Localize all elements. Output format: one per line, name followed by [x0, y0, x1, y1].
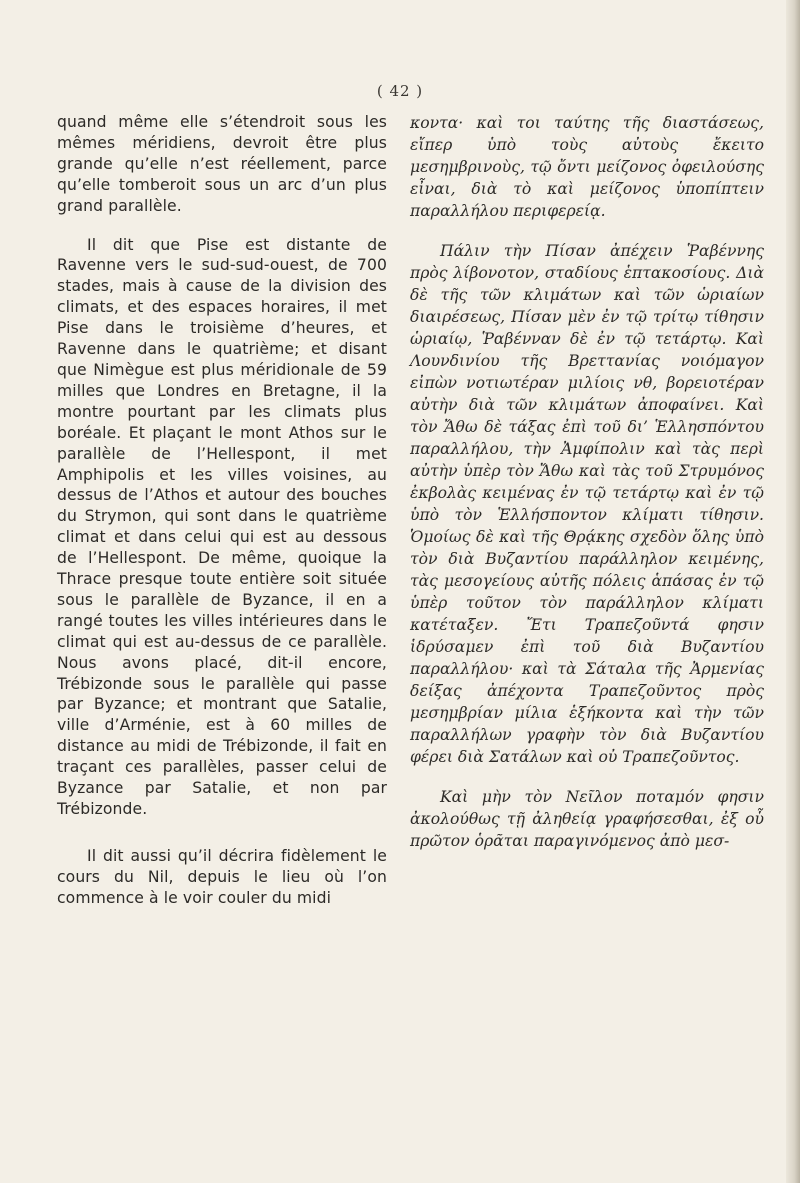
greek-paragraph-2: Πάλιν τὴν Πίσαν ἀπέχειν Ῥαβέννης πρὸς λίβονοτον, σταδίους ἑπτακοσίους. Διὰ δὲ τῆς τῶν κλιμάτων καὶ τῶν ὡριαίων διαιρέσεως, Πίσαν μὲν ἐν τῷ τρίτῳ τίθησιν ὡριαίῳ, Ῥαβένναν δὲ ἐν τῷ τετάρτῳ. Καὶ Λουνδινίου τῆς Βρεττανίας νοιόμαγον εἰπὼν νοτιωτέραν μιλίοις νθ, βορειοτέραν αὐτὴν διὰ τῶν κλιμάτων ἀποφαίνει. Καὶ τὸν Ἄθω δὲ τάξας ἐπὶ τοῦ δι’ Ἑλλησπόντου παραλλήλου, τὴν Ἀμφίπολιν καὶ τὰς περὶ αὐτὴν ὑπὲρ τὸν Ἄθω καὶ τὰς τοῦ Στρυμόνος ἐκβολὰς κειμένας ἐν τῷ τετάρτῳ καὶ ἐν τῷ ὑπὸ τὸν Ἑλλήσποντον κλίματι τίθησιν. Ὁμοίως δὲ καὶ τῆς Θρᾴκης σχεδὸν ὅλης ὑπὸ τὸν διὰ Βυζαντίου παράλληλον κειμένης, τὰς μεσογείους αὐτῆς πόλεις ἁπάσας ἐν τῷ ὑπὲρ τοῦτον τὸν παράλληλον κλίματι κατέταξεν. Ἔτι Τραπεζοῦντά φησιν ἱδρύσαμεν ἐπὶ τοῦ διὰ Βυζαντίου παραλλήλου· καὶ τὰ Σάταλα τῆς Ἀρμενίας δείξας ἀπέχοντα Τραπεζοῦντος πρὸς μεσημβρίαν μίλια ἑξήκοντα καὶ τὴν τῶν παραλλήλων γραφὴν τὸν διὰ Βυζαντίου φέρει διὰ Σατάλων καὶ οὐ Τραπεζοῦντος.	[410, 242, 764, 766]
greek-paragraph-3: Καὶ μὴν τὸν Νεῖλον ποταμόν φησιν ἀκολούθως τῇ ἀληθείᾳ γραφήσεσθαι, ἐξ οὗ πρῶτον ὁρᾶται παραγινόμενος ἀπὸ μεσ-	[410, 788, 764, 850]
french-paragraph-3: Il dit aussi qu’il décrira fidèlement le cours du Nil, depuis le lieu où l’on commence à le voir couler du midi	[57, 846, 387, 907]
french-paragraph-1: quand même elle s’étendroit sous les mêmes méridiens, devroit être plus grande qu’elle n’est réellement, parce qu’elle tomberoit sous un arc d’un plus grand parallèle.	[57, 113, 387, 215]
page-number: ( 42 )	[376, 82, 424, 100]
page-edge	[786, 0, 800, 1183]
french-column	[57, 112, 387, 927]
greek-column	[410, 112, 764, 870]
french-paragraph-2: Il dit que Pise est distante de Ravenne vers le sud-sud-ouest, de 700 stades, mais à cause de la division des climats, et des espaces horaires, il met Pise dans le troisième d’heures, et Ravenne dans le quatrième; et disant que Nimègue est plus méridionale de 59 milles que Londres en Bretagne, il la montre pourtant par les climats plus boréale. Et plaçant le mont Athos sur le parallèle de l’Hellespont, il met Amphipolis et les villes voisines, au dessus de l’Athos et autour des bouches du Strymon, qui sont dans le quatrième climat et dans celui qui est au dessous de l’Hellespont. De même, quoique la Thrace presque toute entière soit située sous le parallèle de Byzance, il en a rangé toutes les villes intérieures dans le climat qui est au-dessus de ce parallèle. Nous avons placé, dit-il encore, Trébizonde sous le parallèle qui passe par Byzance; et montrant que Satalie, ville d’Arménie, est à 60 milles de distance au midi de Trébizonde, il fait en traçant ces parallèles, passer celui de Byzance par Satalie, et non par Trébizonde.	[57, 235, 387, 818]
greek-paragraph-1: κοντα· καὶ τοι ταύτης τῆς διαστάσεως, εἴπερ ὑπὸ τοὺς αὐτοὺς ἔκειτο μεσημβρινοὺς, τῷ ὄντι μείζονος ὀφειλούσης εἶναι, διὰ τὸ καὶ μείζονος ὑποπίπτειν παραλλήλου περιφερείᾳ.	[410, 114, 764, 220]
